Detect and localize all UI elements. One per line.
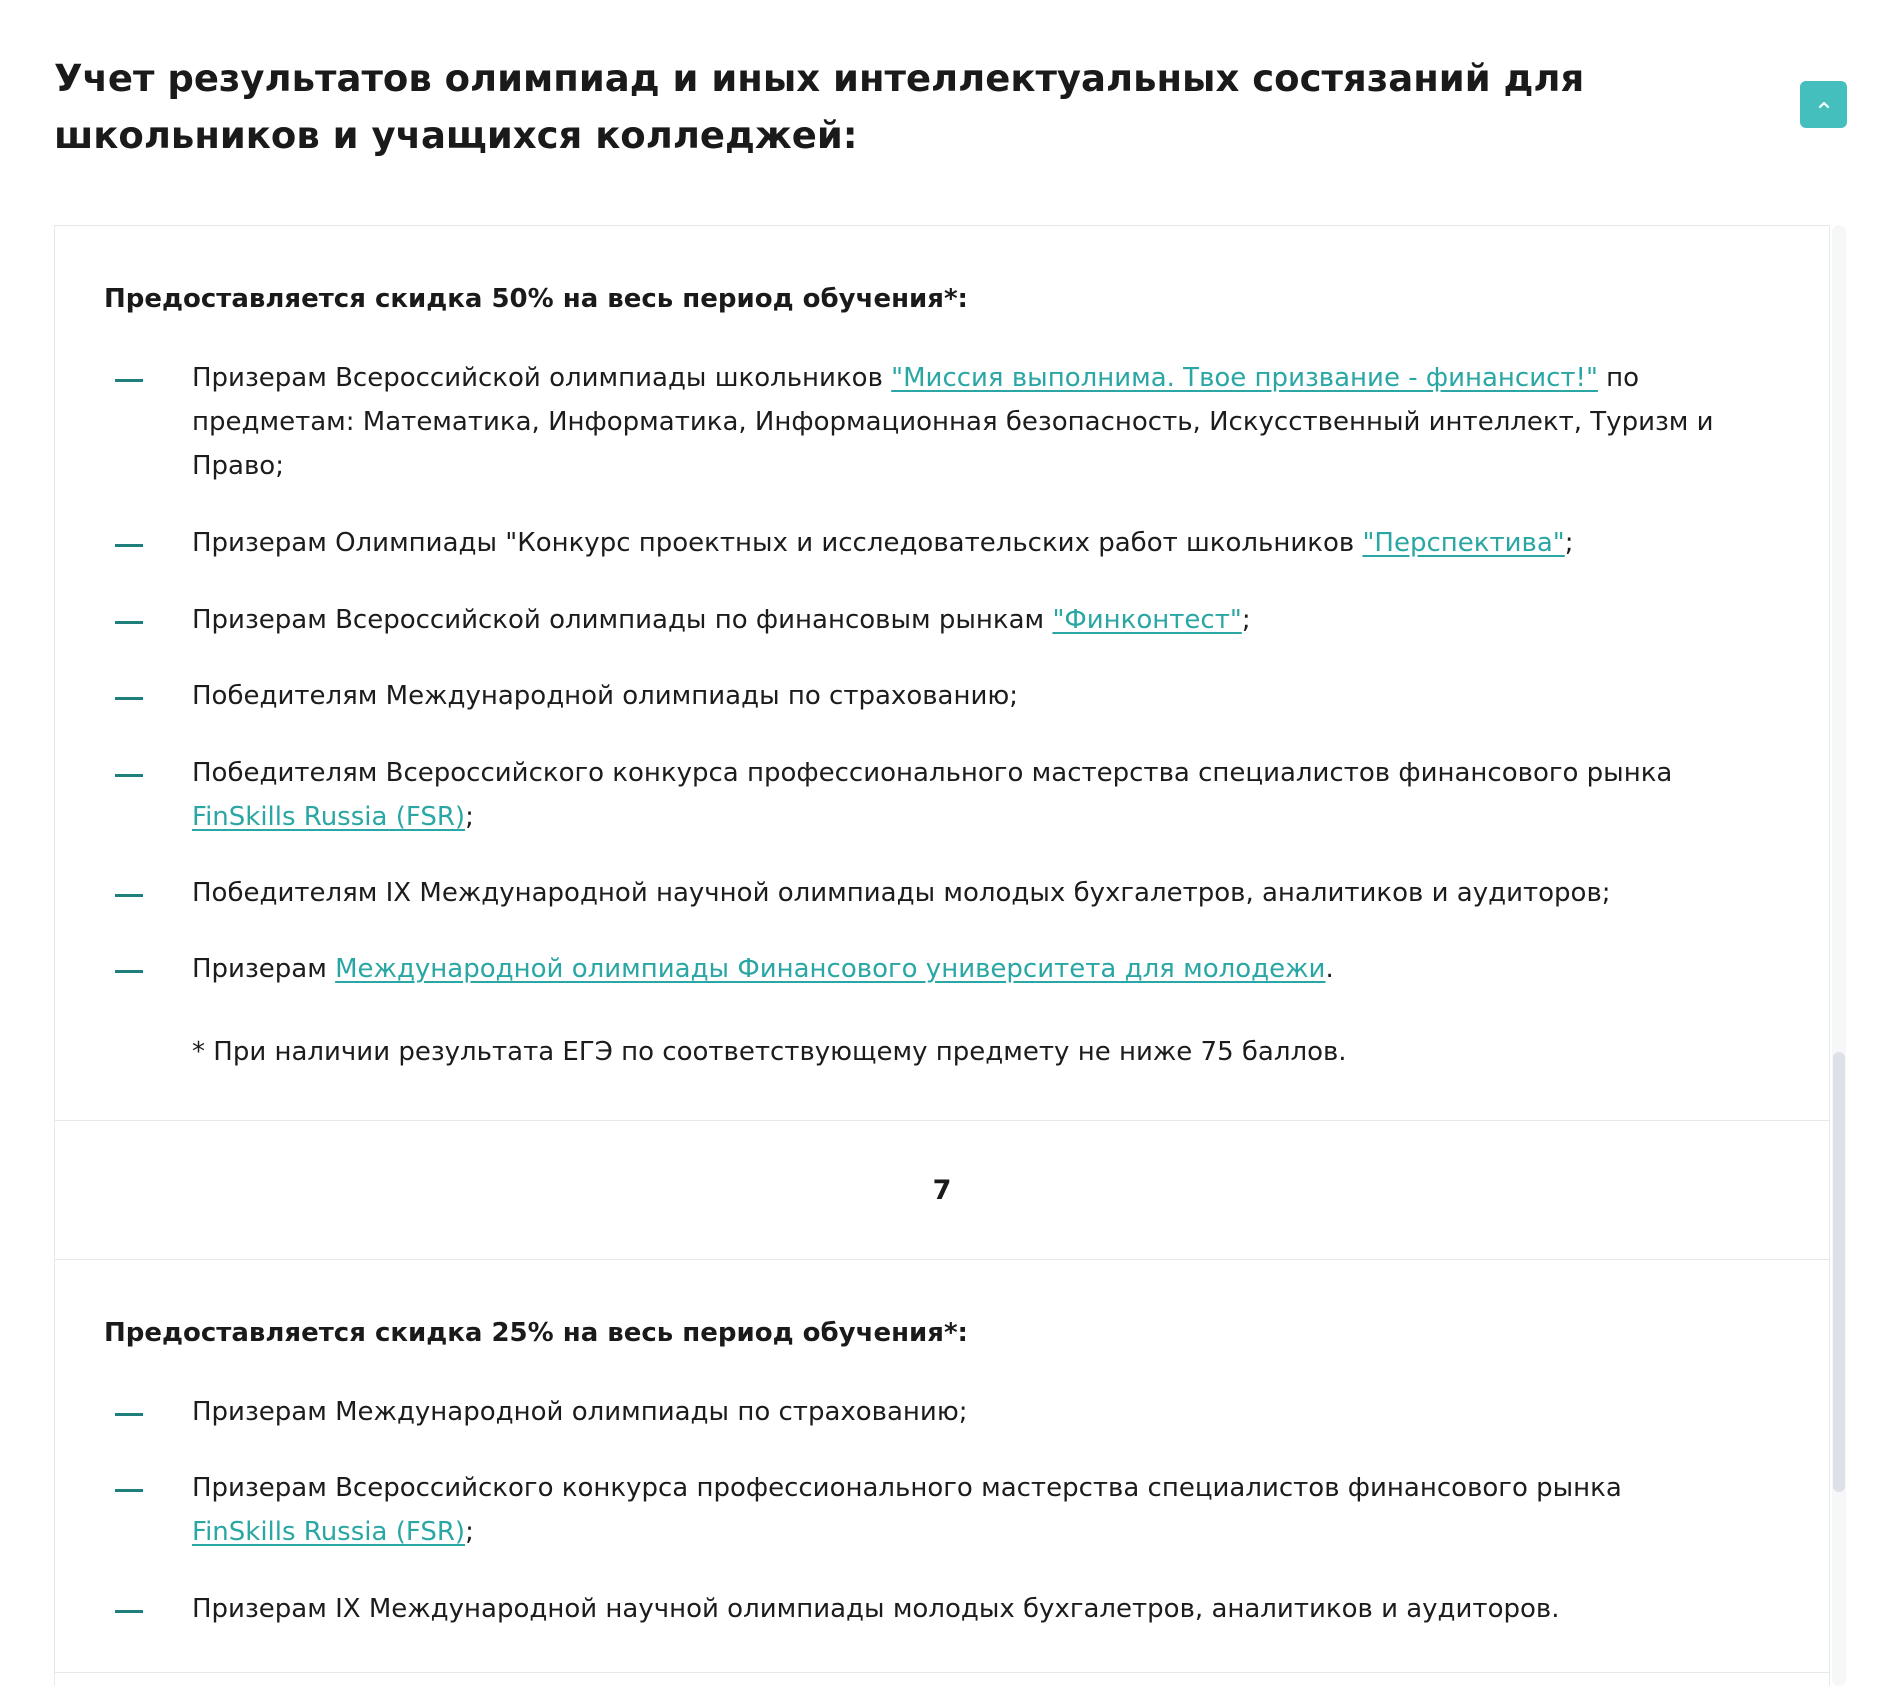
dash-bullet-icon (115, 1610, 143, 1613)
row-number: 7 (932, 1175, 952, 1206)
list-item-text: Призерам Олимпиады "Конкурс проектных и исследовательских работ школьников "Перспектива"; (192, 528, 1574, 558)
link-fincontest[interactable]: "Финконтест" (1052, 605, 1242, 635)
dash-bullet-icon (115, 1489, 143, 1492)
dash-bullet-icon (115, 379, 143, 382)
footnote: * При наличии результата ЕГЭ по соответствующему предмету не ниже 75 баллов. (192, 1037, 1347, 1067)
list-item-text: Призерам Всероссийского конкурса профессионального мастерства специалистов финансового рынка FinSkills Russia (FSR); (192, 1473, 1622, 1547)
link-mission-possible[interactable]: "Миссия выполнима. Твое призвание - финансист!" (891, 363, 1598, 393)
list-item-text: Победителям Международной олимпиады по страхованию; (192, 681, 1019, 711)
divider (55, 1672, 1829, 1673)
list-item-text: Призерам Всероссийской олимпиады по финансовым рынкам "Финконтест"; (192, 605, 1251, 635)
dash-bullet-icon (115, 970, 143, 973)
dash-bullet-icon (115, 621, 143, 624)
dash-bullet-icon (115, 544, 143, 547)
discount-panel (54, 225, 1830, 1686)
divider (55, 1259, 1829, 1260)
list-item-text: Победителям Всероссийского конкурса профессионального мастерства специалистов финансового рынка FinSkills Russia (FSR); (192, 758, 1673, 832)
divider (55, 1120, 1829, 1121)
scrollbar-thumb[interactable] (1833, 1052, 1845, 1492)
page-heading: Учет результатов олимпиад и иных интеллектуальных состязаний для школьников и учащихся колледжей: (54, 57, 1585, 157)
chevron-up-icon (1817, 100, 1831, 110)
link-fu-olympiad[interactable]: Международной олимпиады Финансового университета для молодежи (335, 954, 1326, 984)
section-title-25: Предоставляется скидка 25% на весь период обучения*: (104, 1318, 968, 1348)
dash-bullet-icon (115, 894, 143, 897)
link-finskills-russia[interactable]: FinSkills Russia (FSR) (192, 802, 466, 832)
collapse-button[interactable] (1800, 81, 1847, 128)
link-finskills-russia[interactable]: FinSkills Russia (FSR) (192, 1517, 466, 1547)
list-item-text: Призерам Международной олимпиады по страхованию; (192, 1397, 968, 1427)
dash-bullet-icon (115, 697, 143, 700)
list-item-text: Победителям IX Международной научной олимпиады молодых бухгалетров, аналитиков и аудиторов; (192, 878, 1611, 908)
list-item-text: Призерам Всероссийской олимпиады школьников "Миссия выполнима. Твое призвание - финансист!" по предметам: Математика, Информатика, Информационная безопасность, Искусственный интеллект, Туризм и Право; (192, 363, 1714, 481)
dash-bullet-icon (115, 774, 143, 777)
dash-bullet-icon (115, 1413, 143, 1416)
list-item-text: Призерам IX Международной научной олимпиады молодых бухгалетров, аналитиков и аудиторов. (192, 1594, 1560, 1624)
list-item-text: Призерам Международной олимпиады Финансового университета для молодежи. (192, 954, 1334, 984)
section-title-50: Предоставляется скидка 50% на весь период обучения*: (104, 284, 968, 314)
link-perspektiva[interactable]: "Перспектива" (1362, 528, 1565, 558)
